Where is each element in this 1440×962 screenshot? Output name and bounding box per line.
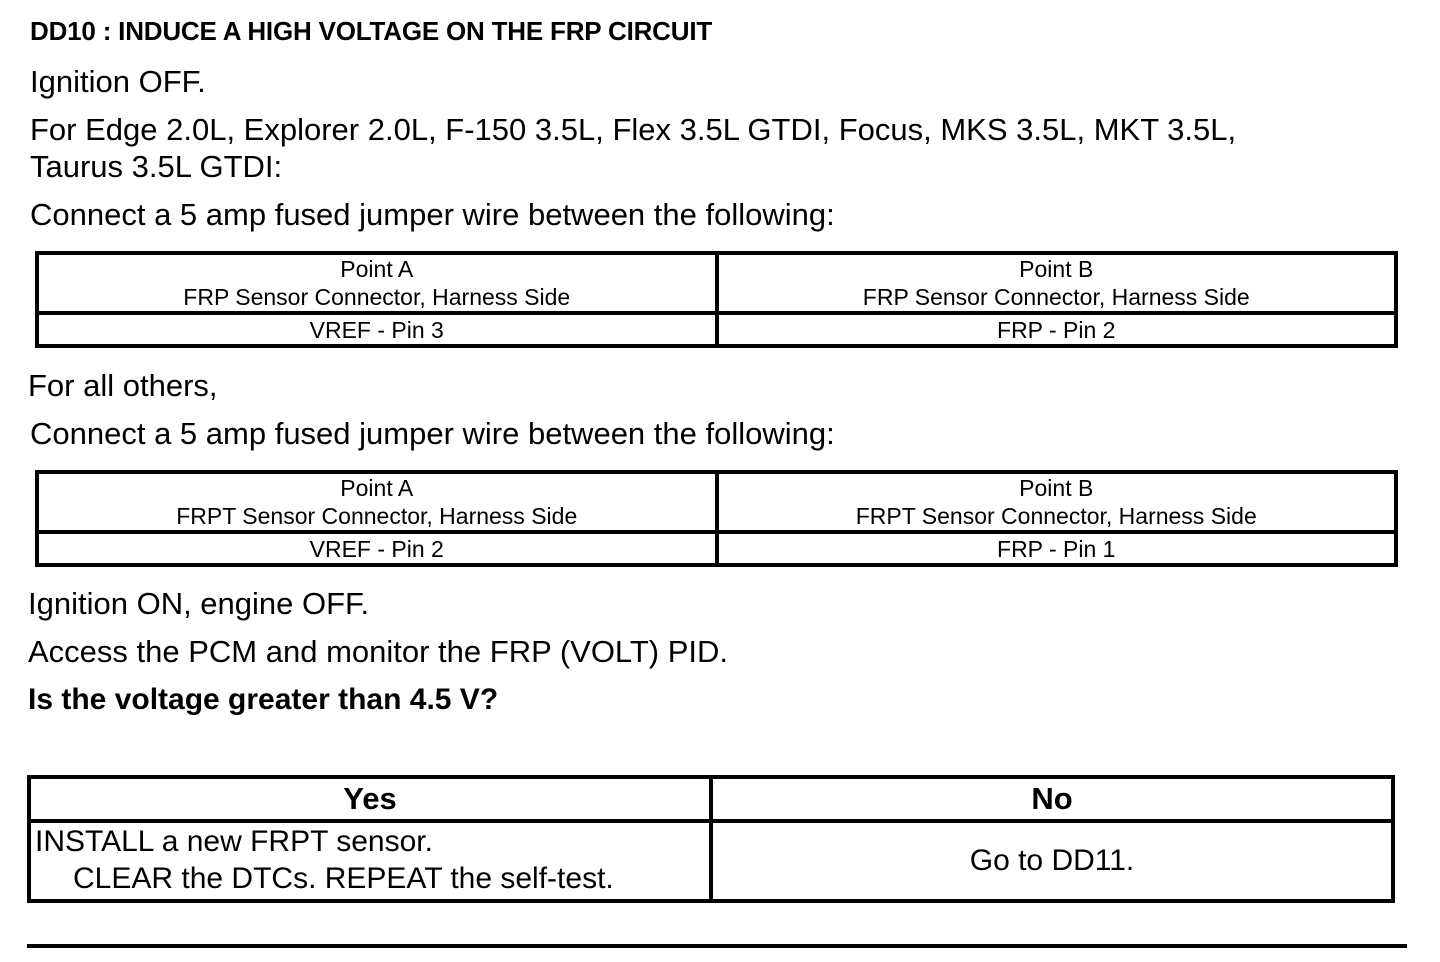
step-connect-1: Connect a 5 amp fused jumper wire between the following: <box>30 197 835 232</box>
bottom-divider <box>27 944 1407 948</box>
step-connect-2: Connect a 5 amp fused jumper wire between the following: <box>30 416 835 451</box>
yes-action-cell <box>29 821 711 901</box>
table2-point-a-title: Point A <box>340 475 414 501</box>
no-header: No <box>711 777 1393 821</box>
table1-point-b-value: FRP - Pin 2 <box>717 313 1397 346</box>
step-models-line1: For Edge 2.0L, Explorer 2.0L, F-150 3.5L, Flex 3.5L GTDI, Focus, MKS 3.5L, MKT 3.5L, <box>30 112 1237 147</box>
yes-action-line1: INSTALL a new FRPT sensor. <box>35 825 433 858</box>
table1-point-a-title: Point A <box>340 256 414 282</box>
yes-action-line2: CLEAR the DTCs. REPEAT the self-test. <box>73 862 614 895</box>
table1-point-b-desc: FRP Sensor Connector, Harness Side <box>862 284 1250 310</box>
table2-point-a-header <box>37 472 717 532</box>
table2-point-b-title: Point B <box>1019 475 1094 501</box>
step-ignition-on: Ignition ON, engine OFF. <box>28 586 370 621</box>
table2-point-b-value: FRP - Pin 1 <box>717 532 1397 565</box>
step-ignition-off: Ignition OFF. <box>30 64 206 99</box>
jumper-table-2 <box>35 470 1398 567</box>
no-action-cell: Go to DD11. <box>711 821 1393 901</box>
table1-point-a-header <box>37 253 717 313</box>
table1-point-b-title: Point B <box>1019 256 1094 282</box>
table1-point-a-desc: FRP Sensor Connector, Harness Side <box>183 284 571 310</box>
step-access-pcm: Access the PCM and monitor the FRP (VOLT) PID. <box>28 634 729 669</box>
yes-header: Yes <box>29 777 711 821</box>
section-heading: DD10 : INDUCE A HIGH VOLTAGE ON THE FRP CIRCUIT <box>30 16 713 46</box>
result-table <box>27 775 1395 903</box>
table2-point-b-header <box>717 472 1397 532</box>
table1-point-a-value: VREF - Pin 3 <box>37 313 717 346</box>
table2-point-a-desc: FRPT Sensor Connector, Harness Side <box>176 503 578 529</box>
table1-point-b-header <box>717 253 1397 313</box>
step-all-others: For all others, <box>28 368 218 403</box>
jumper-table-1 <box>35 251 1398 348</box>
step-question: Is the voltage greater than 4.5 V? <box>28 683 499 716</box>
table2-point-a-value: VREF - Pin 2 <box>37 532 717 565</box>
step-models-line2: Taurus 3.5L GTDI: <box>30 149 283 184</box>
table2-point-b-desc: FRPT Sensor Connector, Harness Side <box>855 503 1257 529</box>
